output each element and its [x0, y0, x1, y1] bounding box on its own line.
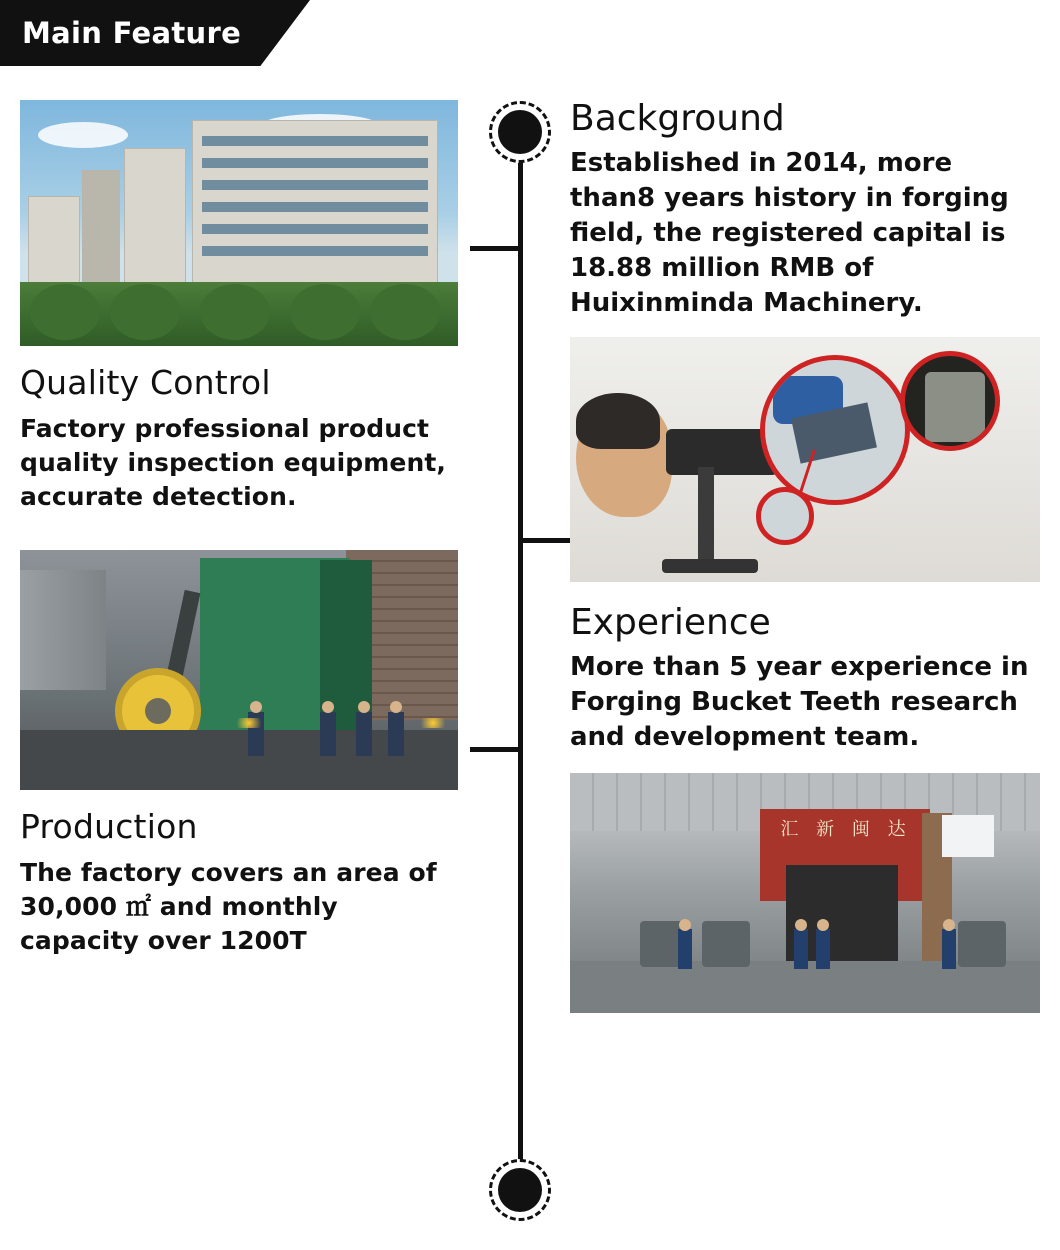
right-column	[570, 96, 1040, 1013]
worker-figure	[678, 929, 692, 969]
worker-figure	[816, 929, 830, 969]
plant-sign-text: 汇 新 闽 达	[780, 819, 912, 840]
window-band	[202, 202, 428, 212]
timeline-line	[518, 120, 523, 1180]
inset-circle-detail	[760, 355, 910, 505]
timeline-node-top-dot	[498, 110, 542, 154]
building-shape	[124, 148, 186, 292]
window-shape	[942, 815, 994, 857]
quality-control-title: Quality Control	[20, 363, 271, 402]
forging-press-workshop-photo	[20, 550, 458, 790]
bush-shape	[370, 284, 440, 340]
section-quality-control	[20, 100, 458, 514]
forging-plant-photo	[570, 773, 1040, 1013]
bush-shape	[200, 284, 270, 340]
timeline-tick-left-2	[470, 747, 522, 752]
window-band	[202, 180, 428, 190]
production-title: Production	[20, 807, 198, 846]
section-background	[570, 96, 1040, 582]
technician-hair	[576, 393, 660, 449]
experience-text: More than 5 year experience in Forging Bucket Teeth research and development team.	[570, 652, 1029, 752]
office-building-photo	[20, 100, 458, 346]
spark-glow	[232, 718, 266, 728]
worker-figure	[794, 929, 808, 969]
worker-figure	[388, 712, 404, 756]
window-band	[202, 158, 428, 168]
section-production	[20, 550, 458, 958]
pipe-shape	[20, 570, 106, 690]
quality-control-text: Factory professional product quality inspection equipment, accurate detection.	[20, 414, 447, 511]
window-band	[202, 136, 428, 146]
bush-shape	[30, 284, 100, 340]
section-experience	[570, 600, 1040, 1013]
drum-shape	[702, 921, 750, 967]
background-text: Established in 2014, more than8 years history in forging field, the registered capital is 18.88 million RMB of Huixinminda Machinery.	[570, 148, 1009, 318]
cloud-shape	[38, 122, 128, 148]
page-title: Main Feature	[22, 16, 242, 50]
timeline-tick-left-1	[470, 246, 522, 251]
bush-shape	[290, 284, 360, 340]
timeline-tick-right-1	[518, 538, 570, 543]
worker-figure	[320, 712, 336, 756]
inset-circle-small	[756, 487, 814, 545]
timeline-node-bottom	[489, 1159, 551, 1221]
production-text: The factory covers an area of 30,000 ㎡ and monthly capacity over 1200T	[20, 858, 437, 955]
machine-shape	[925, 372, 985, 442]
background-title: Background	[570, 98, 785, 139]
timeline-node-bottom-dot	[498, 1168, 542, 1212]
experience-title: Experience	[570, 602, 771, 643]
worker-figure	[356, 712, 372, 756]
quality-inspection-photo	[570, 337, 1040, 582]
building-shape	[82, 170, 120, 292]
left-column	[20, 100, 458, 958]
inset-circle-machine	[900, 351, 1000, 451]
worker-figure	[942, 929, 956, 969]
timeline-node-top	[489, 101, 551, 163]
window-band	[202, 224, 428, 234]
building-shape	[28, 196, 80, 292]
window-band	[202, 246, 428, 256]
header-banner	[0, 0, 310, 66]
drum-shape	[958, 921, 1006, 967]
device-stand	[698, 467, 714, 563]
device-base	[662, 559, 758, 573]
bush-shape	[110, 284, 180, 340]
spark-glow	[416, 718, 450, 728]
